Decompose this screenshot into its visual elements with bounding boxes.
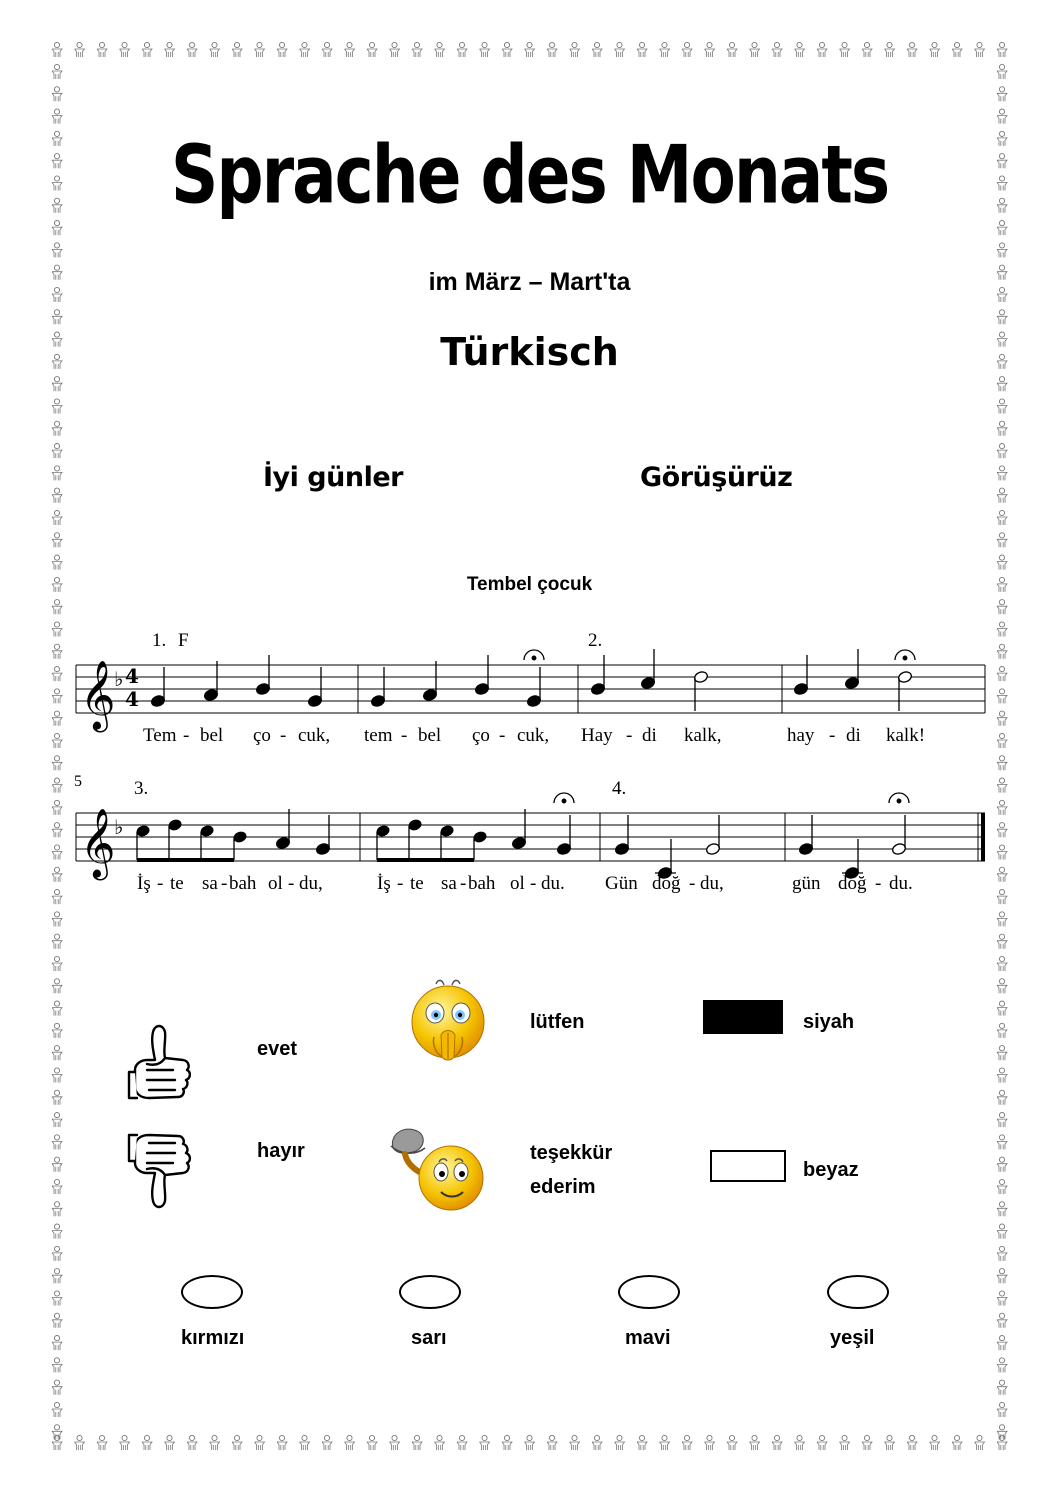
person-figure-icon xyxy=(795,1435,805,1450)
greeting-bye: Görüşürüz xyxy=(640,462,793,493)
person-figure-icon xyxy=(412,1435,422,1450)
person-figure-icon xyxy=(322,1435,332,1450)
svg-text:𝄞: 𝄞 xyxy=(80,808,116,878)
person-figure-icon xyxy=(862,42,872,57)
person-figure-icon xyxy=(997,510,1007,525)
person-figure-icon xyxy=(997,600,1007,615)
person-figure-icon xyxy=(592,1435,602,1450)
person-figure-icon xyxy=(975,42,985,57)
lyric-hyphen: - xyxy=(499,725,506,746)
lyric-syllable: İş xyxy=(137,873,151,894)
person-figure-icon xyxy=(52,1090,62,1105)
person-figure-icon xyxy=(997,1157,1007,1172)
person-figure-icon xyxy=(997,109,1007,124)
lyric-syllable: sa xyxy=(202,873,218,894)
lyric-syllable: bel xyxy=(200,725,224,746)
person-figure-icon xyxy=(570,1435,580,1450)
lyric-syllable: İş xyxy=(377,873,391,894)
lyric-hyphen: - xyxy=(288,873,295,894)
song-title: Tembel çocuk xyxy=(466,574,593,595)
thumbs-up-icon xyxy=(125,1020,195,1108)
lyric-syllable: te xyxy=(410,873,424,894)
person-figure-icon xyxy=(52,399,62,414)
person-figure-icon xyxy=(52,221,62,236)
person-figure-icon xyxy=(997,221,1007,236)
person-figure-icon xyxy=(615,42,625,57)
person-figure-icon xyxy=(997,1425,1007,1440)
person-figure-icon xyxy=(997,377,1007,392)
lyric-syllable: hay xyxy=(787,725,815,746)
person-figure-icon xyxy=(52,1402,62,1417)
notes-measure-5 xyxy=(136,809,331,860)
ending-marker-2: 2. xyxy=(588,630,603,651)
person-figure-icon xyxy=(637,1435,647,1450)
person-figure-icon xyxy=(907,1435,917,1450)
word-please: lütfen xyxy=(530,1011,585,1033)
flat-sign-2: ♭ xyxy=(114,815,124,839)
person-figure-icon xyxy=(52,1135,62,1150)
person-figure-icon xyxy=(592,42,602,57)
ending-marker-1: 1. xyxy=(152,630,167,651)
person-figure-icon xyxy=(52,488,62,503)
person-figure-icon xyxy=(997,1001,1007,1016)
person-figure-icon xyxy=(52,1246,62,1261)
person-figure-icon xyxy=(97,1435,107,1450)
notes-measure-4 xyxy=(793,649,915,711)
color-oval-yellow xyxy=(399,1275,461,1309)
person-figure-icon xyxy=(570,42,580,57)
person-figure-icon xyxy=(952,1435,962,1450)
person-figure-icon xyxy=(142,42,152,57)
page-title: Sprache des Monats xyxy=(170,128,889,222)
person-figure-icon xyxy=(997,956,1007,971)
treble-clef-icon-2 xyxy=(80,808,115,880)
person-figure-icon xyxy=(52,533,62,548)
person-figure-icon xyxy=(52,310,62,325)
person-figure-icon xyxy=(997,1380,1007,1395)
person-figure-icon xyxy=(772,42,782,57)
person-figure-icon xyxy=(817,42,827,57)
person-figure-icon xyxy=(52,466,62,481)
lyric-hyphen: - xyxy=(829,725,836,746)
person-figure-icon xyxy=(52,1425,62,1440)
notes-measure-1 xyxy=(150,655,322,708)
lyric-hyphen: - xyxy=(875,873,882,894)
person-figure-icon xyxy=(997,399,1007,414)
lyric-syllable: ço xyxy=(472,725,490,746)
lyric-syllable: cuk, xyxy=(298,725,331,746)
person-figure-icon xyxy=(52,1179,62,1194)
person-figure-icon xyxy=(187,42,197,57)
person-figure-icon xyxy=(322,42,332,57)
person-figure-icon xyxy=(997,1135,1007,1150)
notes-measure-2 xyxy=(370,650,544,708)
lyric-syllable: di xyxy=(642,725,657,746)
person-figure-icon xyxy=(997,1358,1007,1373)
person-figure-icon xyxy=(120,42,130,57)
svg-text:𝄞: 𝄞 xyxy=(80,660,116,730)
person-figure-icon xyxy=(52,555,62,570)
lyric-hyphen: - xyxy=(530,873,537,894)
person-figure-icon xyxy=(52,1068,62,1083)
person-figure-icon xyxy=(750,42,760,57)
lyric-syllable: du, xyxy=(299,873,323,894)
flat-sign: ♭ xyxy=(114,667,124,691)
black-swatch xyxy=(703,1000,783,1034)
person-figure-icon xyxy=(52,1157,62,1172)
person-figure-icon xyxy=(367,42,377,57)
lyric-syllable: Gün xyxy=(605,873,638,894)
person-figure-icon xyxy=(277,1435,287,1450)
person-figure-icon xyxy=(52,109,62,124)
person-figure-icon xyxy=(727,42,737,57)
person-figure-icon xyxy=(52,1023,62,1038)
person-figure-icon xyxy=(52,42,62,57)
lyric-syllable: ol xyxy=(268,873,283,894)
lyric-syllable: Hay xyxy=(581,725,613,746)
person-figure-icon xyxy=(52,1358,62,1373)
word-black: siyah xyxy=(803,1011,855,1033)
person-figure-icon xyxy=(997,979,1007,994)
person-figure-icon xyxy=(210,1435,220,1450)
color-oval-green xyxy=(827,1275,889,1309)
lyric-hyphen: - xyxy=(401,725,408,746)
person-figure-icon xyxy=(525,42,535,57)
person-figure-icon xyxy=(52,1046,62,1061)
lyric-syllable: doğ xyxy=(652,873,681,894)
person-figure-icon xyxy=(52,243,62,258)
person-figure-icon xyxy=(997,421,1007,436)
person-figure-icon xyxy=(142,1435,152,1450)
person-figure-icon xyxy=(997,1313,1007,1328)
lyrics-line-2 xyxy=(0,873,1059,899)
person-figure-icon xyxy=(525,1435,535,1450)
ending-marker-3: 3. xyxy=(134,778,149,799)
lyric-hyphen: - xyxy=(626,725,633,746)
hat-tip-emoji-icon xyxy=(385,1120,485,1216)
greeting-hello: İyi günler xyxy=(263,462,403,493)
lyric-hyphen: - xyxy=(221,873,228,894)
person-figure-icon xyxy=(52,1269,62,1284)
person-figure-icon xyxy=(997,1046,1007,1061)
person-figure-icon xyxy=(390,42,400,57)
person-figure-icon xyxy=(997,243,1007,258)
person-figure-icon xyxy=(547,42,557,57)
person-figure-icon xyxy=(930,1435,940,1450)
person-figure-icon xyxy=(997,42,1007,57)
person-figure-icon xyxy=(772,1435,782,1450)
lyric-syllable: bel xyxy=(418,725,442,746)
person-figure-icon xyxy=(615,1435,625,1450)
person-figure-icon xyxy=(52,1336,62,1351)
lyric-syllable: ol xyxy=(510,873,525,894)
notes-measure-8 xyxy=(798,793,909,880)
person-figure-icon xyxy=(165,1435,175,1450)
person-figure-icon xyxy=(120,1435,130,1450)
person-figure-icon xyxy=(52,1202,62,1217)
lyric-syllable: cuk, xyxy=(517,725,550,746)
person-figure-icon xyxy=(390,1435,400,1450)
person-figure-icon xyxy=(997,1179,1007,1194)
person-figure-icon xyxy=(52,1113,62,1128)
person-figure-icon xyxy=(435,1435,445,1450)
person-figure-icon xyxy=(997,934,1007,949)
person-figure-icon xyxy=(997,1246,1007,1261)
person-figure-icon xyxy=(457,42,467,57)
lyric-hyphen: - xyxy=(183,725,190,746)
person-figure-icon xyxy=(997,1090,1007,1105)
person-figure-icon xyxy=(750,1435,760,1450)
person-figure-icon xyxy=(52,421,62,436)
lyric-syllable: bah xyxy=(468,873,496,894)
person-figure-icon xyxy=(997,555,1007,570)
person-figure-icon xyxy=(502,1435,512,1450)
color-red-label: kırmızı xyxy=(181,1327,245,1349)
person-figure-icon xyxy=(952,42,962,57)
word-white: beyaz xyxy=(803,1159,859,1181)
lyric-syllable: te xyxy=(170,873,184,894)
person-figure-icon xyxy=(997,444,1007,459)
person-figure-icon xyxy=(52,912,62,927)
person-figure-icon xyxy=(997,533,1007,548)
person-figure-icon xyxy=(97,42,107,57)
person-figure-icon xyxy=(997,488,1007,503)
person-figure-icon xyxy=(255,1435,265,1450)
lyric-syllable: doğ xyxy=(838,873,867,894)
person-figure-icon xyxy=(480,42,490,57)
lyric-syllable: du. xyxy=(889,873,913,894)
word-thanks-1: teşekkür xyxy=(530,1142,613,1164)
lyric-hyphen: - xyxy=(689,873,696,894)
person-figure-icon xyxy=(277,42,287,57)
person-figure-icon xyxy=(345,42,355,57)
person-figure-icon xyxy=(682,1435,692,1450)
person-figure-icon xyxy=(705,1435,715,1450)
lyric-syllable: du, xyxy=(700,873,724,894)
person-figure-icon xyxy=(187,1435,197,1450)
person-figure-icon xyxy=(345,1435,355,1450)
person-figure-icon xyxy=(997,1336,1007,1351)
person-figure-icon xyxy=(660,42,670,57)
person-figure-icon xyxy=(52,956,62,971)
lyric-syllable: bah xyxy=(229,873,257,894)
color-blue-label: mavi xyxy=(625,1327,671,1349)
person-figure-icon xyxy=(997,1435,1007,1450)
person-figure-icon xyxy=(165,42,175,57)
lyric-syllable: tem xyxy=(364,725,393,746)
notes-measure-3 xyxy=(590,649,708,711)
staff-system-2 xyxy=(76,813,985,861)
person-figure-icon xyxy=(210,42,220,57)
person-figure-icon xyxy=(930,42,940,57)
person-figure-icon xyxy=(52,1291,62,1306)
person-figure-icon xyxy=(52,600,62,615)
person-figure-icon xyxy=(412,42,422,57)
person-figure-icon xyxy=(52,444,62,459)
word-yes: evet xyxy=(257,1038,298,1060)
sheet-music xyxy=(0,620,1059,910)
person-figure-icon xyxy=(997,1402,1007,1417)
lyric-syllable: du. xyxy=(541,873,565,894)
person-figure-icon xyxy=(52,979,62,994)
time-signature-bottom: 4 xyxy=(125,687,139,711)
person-figure-icon xyxy=(300,1435,310,1450)
person-figure-icon xyxy=(52,377,62,392)
word-thanks-2: ederim xyxy=(530,1176,596,1198)
person-figure-icon xyxy=(997,1269,1007,1284)
lyric-hyphen: - xyxy=(397,873,404,894)
person-figure-icon xyxy=(480,1435,490,1450)
lyric-hyphen: - xyxy=(157,873,164,894)
white-swatch xyxy=(710,1150,786,1182)
person-figure-icon xyxy=(502,42,512,57)
ending-marker-4: 4. xyxy=(612,778,627,799)
person-figure-icon xyxy=(997,1224,1007,1239)
person-figure-icon xyxy=(457,1435,467,1450)
person-figure-icon xyxy=(682,42,692,57)
time-signature-top: 4 xyxy=(125,664,139,688)
person-figure-icon xyxy=(997,310,1007,325)
lyric-syllable: gün xyxy=(792,873,821,894)
person-figure-icon xyxy=(840,42,850,57)
person-figure-icon xyxy=(907,42,917,57)
lyric-syllable: sa xyxy=(441,873,457,894)
person-figure-icon xyxy=(52,1380,62,1395)
person-figure-icon xyxy=(300,42,310,57)
color-green-label: yeşil xyxy=(830,1327,875,1349)
person-figure-icon xyxy=(997,912,1007,927)
person-figure-icon xyxy=(232,1435,242,1450)
person-figure-icon xyxy=(975,1435,985,1450)
pleading-emoji-icon xyxy=(408,977,490,1063)
color-oval-red xyxy=(181,1275,243,1309)
person-figure-icon xyxy=(817,1435,827,1450)
thumbs-down-icon xyxy=(125,1125,195,1213)
lyrics-line-1 xyxy=(0,725,1059,751)
person-figure-icon xyxy=(435,42,445,57)
person-figure-icon xyxy=(75,1435,85,1450)
person-figure-icon xyxy=(997,1023,1007,1038)
lyric-syllable: kalk, xyxy=(684,725,722,746)
lyric-hyphen: - xyxy=(460,873,467,894)
person-figure-icon xyxy=(52,64,62,79)
person-figure-icon xyxy=(727,1435,737,1450)
person-figure-icon xyxy=(547,1435,557,1450)
person-figure-icon xyxy=(255,42,265,57)
person-figure-icon xyxy=(997,1068,1007,1083)
person-figure-icon xyxy=(885,1435,895,1450)
person-figure-icon xyxy=(997,466,1007,481)
person-figure-icon xyxy=(52,510,62,525)
person-figure-icon xyxy=(997,1113,1007,1128)
person-figure-icon xyxy=(637,42,647,57)
person-figure-icon xyxy=(840,1435,850,1450)
person-figure-icon xyxy=(862,1435,872,1450)
person-figure-icon xyxy=(660,1435,670,1450)
lyric-syllable: kalk! xyxy=(886,725,926,746)
person-figure-icon xyxy=(885,42,895,57)
page-subtitle: im März – Mart'ta xyxy=(428,268,631,296)
language-heading: Türkisch xyxy=(440,330,619,374)
chord-symbol: F xyxy=(178,630,189,651)
person-figure-icon xyxy=(52,934,62,949)
person-figure-icon xyxy=(52,1224,62,1239)
person-figure-icon xyxy=(705,42,715,57)
color-oval-blue xyxy=(618,1275,680,1309)
lyric-syllable: di xyxy=(846,725,861,746)
person-figure-icon xyxy=(997,64,1007,79)
lyric-syllable: ço xyxy=(253,725,271,746)
person-figure-icon xyxy=(52,1435,62,1450)
lyric-syllable: Tem xyxy=(143,725,177,746)
person-figure-icon xyxy=(75,42,85,57)
person-figure-icon xyxy=(52,1313,62,1328)
color-yellow-label: sarı xyxy=(411,1327,447,1349)
person-figure-icon xyxy=(232,42,242,57)
person-figure-icon xyxy=(997,87,1007,102)
person-figure-icon xyxy=(52,87,62,102)
measure-number: 5 xyxy=(74,773,82,790)
treble-clef-icon xyxy=(80,660,115,732)
person-figure-icon xyxy=(52,1001,62,1016)
person-figure-icon xyxy=(997,1291,1007,1306)
person-figure-icon xyxy=(997,1202,1007,1217)
person-figure-icon xyxy=(367,1435,377,1450)
notes-measure-6 xyxy=(376,793,574,860)
lyric-hyphen: - xyxy=(280,725,287,746)
person-figure-icon xyxy=(795,42,805,57)
word-no: hayır xyxy=(257,1140,305,1162)
